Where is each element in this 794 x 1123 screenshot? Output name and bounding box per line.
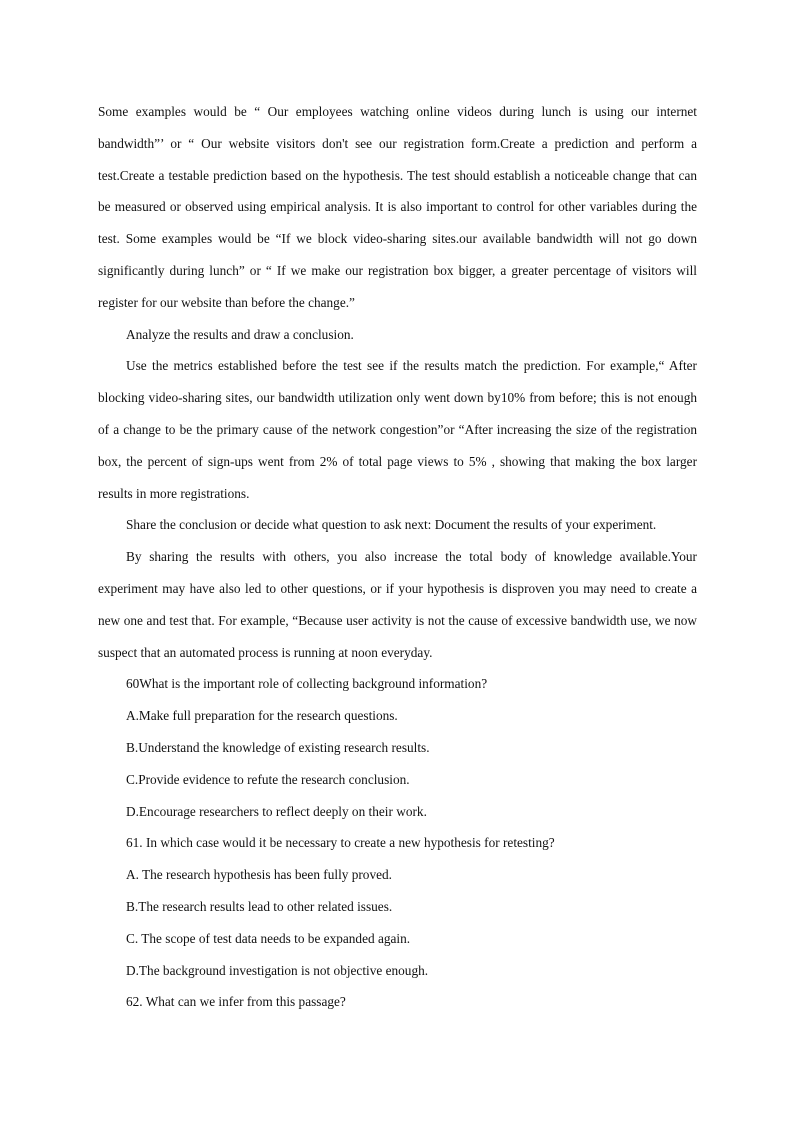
option-a: A.Make full preparation for the research questions.: [126, 708, 398, 724]
question-stem: 62. What can we infer from this passage?: [126, 994, 346, 1010]
option-c: C.Provide evidence to refute the research conclusion.: [126, 771, 410, 787]
question-60: [98, 668, 697, 827]
passage-paragraph-4: Share the conclusion or decide what question to ask next: Document the results of your experiment.: [126, 517, 657, 533]
option-d: D.Encourage researchers to reflect deeply on their work.: [126, 803, 427, 819]
question-61: [98, 827, 697, 986]
question-62: [98, 986, 697, 1018]
option-a: A. The research hypothesis has been fully proved.: [126, 867, 392, 883]
document-page: [98, 96, 697, 1018]
question-stem: 60What is the important role of collecting background information?: [126, 676, 488, 692]
passage-paragraph-3: Use the metrics established before the test see if the results match the prediction. For example,“ After blocking video-sharing sites, our bandwidth utilization only went down by10% from before; this is not enough of a change to be the primary cause of the network congestion”or “After increasing the size of the registration box, the percent of sign-ups went from 2% of total page views to 5% , showing that making the box larger results in more registrations.: [98, 358, 697, 501]
passage-paragraph-1: Some examples would be “ Our employees watching online videos during lunch is using our internet bandwidth”’ or “ Our website visitors don't see our registration form.Create a prediction and perform a test.Create a testable prediction based on the hypothesis. The test should establish a noticeable change that can be measured or observed using empirical analysis. It is also important to control for other variables during the test. Some examples would be “If we block video-sharing sites.our available bandwidth will not go down significantly during lunch” or “ If we make our registration box bigger, a greater percentage of visitors will register for our website than before the change.”: [98, 104, 697, 310]
option-c: C. The scope of test data needs to be expanded again.: [126, 930, 411, 946]
passage-paragraph-2: Analyze the results and draw a conclusion.: [126, 326, 354, 342]
question-stem: 61. In which case would it be necessary to create a new hypothesis for retesting?: [126, 835, 555, 851]
option-d: D.The background investigation is not objective enough.: [126, 962, 429, 978]
option-b: B.The research results lead to other related issues.: [126, 898, 393, 914]
passage-paragraph-5: By sharing the results with others, you also increase the total body of knowledge available.Your experiment may have also led to other questions, or if your hypothesis is disproven you may need to create a new one and test that. For example, “Because user activity is not the cause of excessive bandwidth use, we now suspect that an automated process is running at noon everyday.: [98, 549, 697, 660]
option-b: B.Understand the knowledge of existing research results.: [126, 739, 430, 755]
